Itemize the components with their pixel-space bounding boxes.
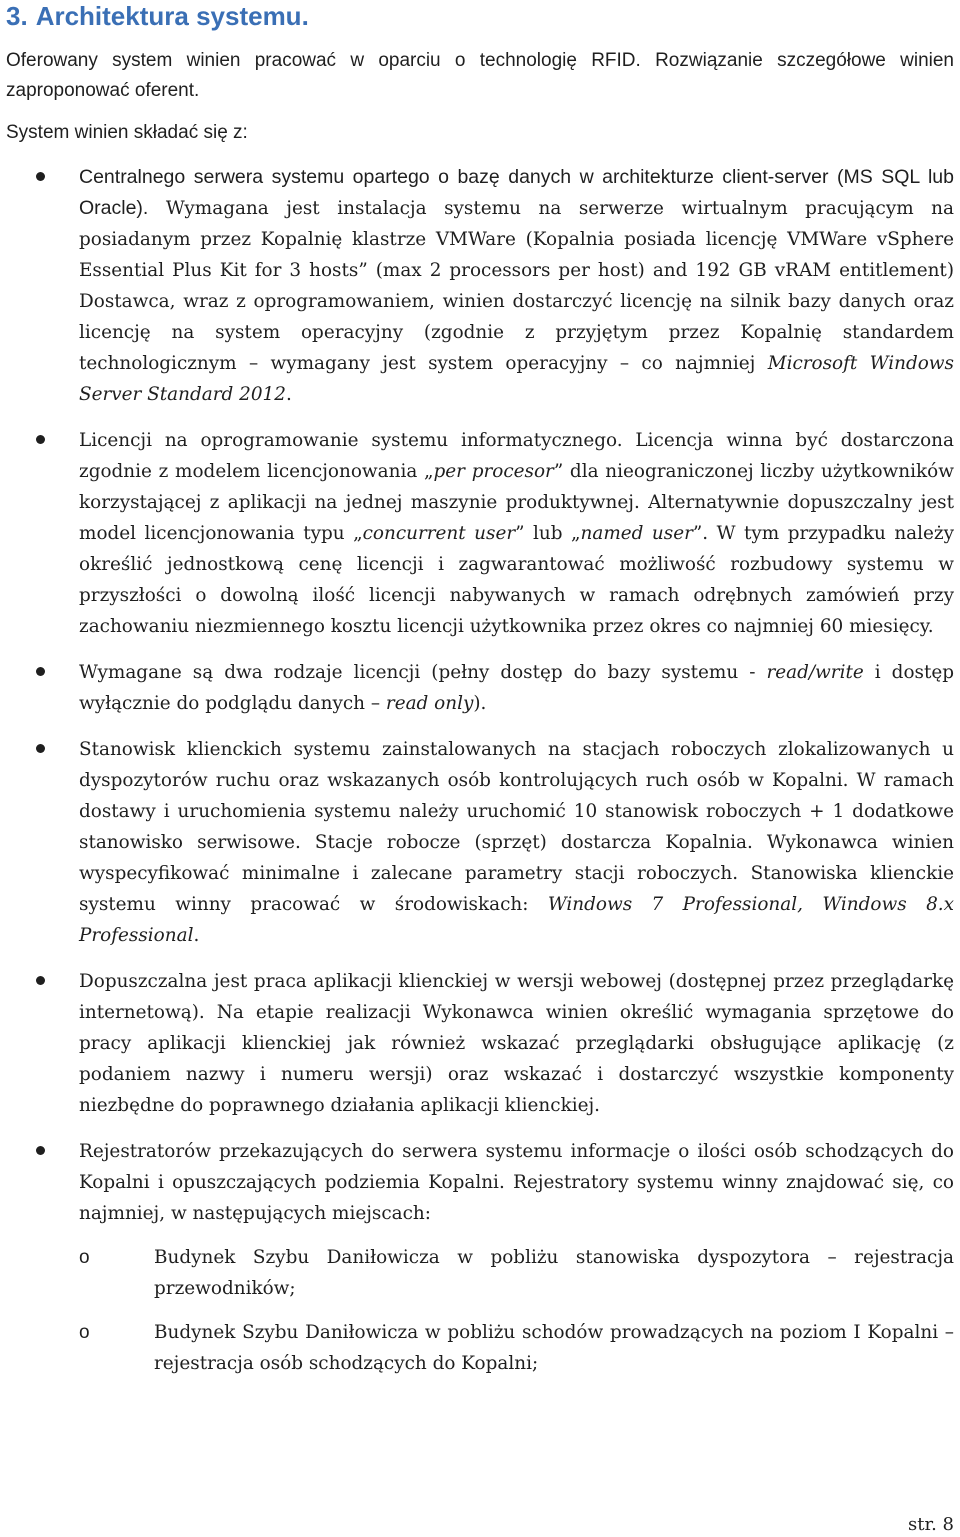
item-text: Stanowisk klienckich systemu zainstalowanych na stacjach roboczych zlokalizowanych u dyspozytorów ruchu oraz wskazanych osób kontrolujących ruch osób w Kopalni. W ramach dostawy i uruchomienia systemu należy uruchomić 10 stanowisk roboczych + 1 dodatkowe stanowisko serwisowe. Stacje robocze (sprzęt) dostarcza Kopalnia. Wykonawca winien wyspecyfikować minimalne i zalecane parametry stacji roboczych. Stanowiska klienckie systemu winny pracować w środowiskach: xyxy=(79,739,954,915)
list-item xyxy=(6,425,954,642)
item-italic: read only xyxy=(385,693,474,714)
sub-list-item xyxy=(79,1242,954,1304)
item-text: Wymagane są dwa rodzaje licencji (pełny dostęp do bazy systemu - xyxy=(79,662,767,683)
item-text: . xyxy=(193,925,200,946)
item-text: Licencji na oprogramowanie systemu informatycznego. Licencja winna być dostarczona zgodnie z modelem licencjonowania „ xyxy=(79,430,954,482)
bullet-icon xyxy=(36,172,45,181)
item-tail: . xyxy=(285,384,292,405)
sub-item-text: Budynek Szybu Daniłowicza w pobliżu schodów prowadzących na poziom I Kopalni – rejestracja osób schodzących do Kopalni; xyxy=(154,1322,954,1374)
sub-bullet-icon: o xyxy=(79,1247,90,1268)
section-title: Architektura systemu. xyxy=(35,1,309,31)
page-number: str. 8 xyxy=(908,1514,954,1535)
section-heading xyxy=(6,0,954,42)
bullet-icon xyxy=(36,435,45,444)
intro-paragraph: Oferowany system winien pracować w oparciu o technologię RFID. Rozwiązanie szczegółowe winien zaproponować oferent. xyxy=(6,50,954,101)
location-sublist xyxy=(79,1242,954,1379)
list-item xyxy=(6,1136,954,1379)
item-text: ” lub „ xyxy=(515,523,581,544)
list-item xyxy=(6,966,954,1121)
sub-bullet-icon: o xyxy=(79,1322,90,1343)
list-item xyxy=(6,657,954,719)
item-body: Wymagana jest instalacja systemu na serwerze wirtualnym pracującym na posiadanym przez Kopalnię klastrze VMWare (Kopalnia posiada licencję VMWare vSphere Essential Plus Kit for 3 hosts” (max 2 processors per host) and 192 GB vRAM entitlement) Dostawca, wraz z oprogramowaniem, winien dostarczyć licencję na silnik bazy danych oraz licencję na system operacyjny (zgodnie z przyjętym przez Kopalnię standardem technologicznym – wymagany jest system operacyjny – co najmniej xyxy=(79,198,954,374)
sub-item-text: Budynek Szybu Daniłowicza w pobliżu stanowiska dyspozytora – rejestracja przewodników; xyxy=(154,1247,954,1299)
item-text: Rejestratorów przekazujących do serwera systemu informacje o ilości osób schodzących do Kopalni i opuszczających podziemia Kopalni. Rejestratory systemu winny znajdować się, co najmniej, w następujących miejscach: xyxy=(79,1141,954,1224)
item-italic: named user xyxy=(580,523,693,544)
intro-lead: System winien składać się z: xyxy=(6,122,248,143)
list-item xyxy=(6,734,954,951)
item-text: Dopuszczalna jest praca aplikacji klienckiej w wersji webowej (dostępnej przez przeglądarkę internetową). Na etapie realizacji Wykonawca winien określić wymagania sprzętowe do pracy aplikacji klienckiej jak również wskazać przeglądarki obsługujące aplikację (z podaniem nazwy i numeru wersji) oraz wskazać i dostarczyć wszystkie komponenty niezbędne do poprawnego działania aplikacji klienckiej. xyxy=(79,971,954,1116)
list-item xyxy=(6,162,954,410)
sub-list-item xyxy=(79,1317,954,1379)
item-text: ”. W tym przypadku należy określić jednostkową cenę licencji i zagwarantować możliwość rozbudowy systemu w przyszłości o dowolną ilość licencji nabywanych w ramach odrębnych zamówień przy zachowaniu niezmiennego kosztu licencji użytkownika przez okres co najmniej 60 miesięcy. xyxy=(79,523,954,637)
item-italic: read/write xyxy=(766,662,864,683)
bullet-icon xyxy=(36,1146,45,1155)
item-text: i dostęp wyłącznie do podglądu danych – xyxy=(79,662,954,714)
bullet-icon xyxy=(36,744,45,753)
bullet-icon xyxy=(36,667,45,676)
item-italic: Microsoft Windows Server Standard 2012 xyxy=(79,353,954,405)
item-italic: Windows 7 Professional, Windows 8.x Professional xyxy=(79,894,954,946)
bullet-icon xyxy=(36,976,45,985)
section-number: 3. xyxy=(6,1,28,31)
item-text: ” dla nieograniczonej liczby użytkowników korzystającej z aplikacji na jednej maszynie produktywnej. Alternatywnie dopuszczalny jest model licencjonowania typu „ xyxy=(79,461,954,544)
item-text: ). xyxy=(473,693,487,714)
item-italic: per procesor xyxy=(433,461,554,482)
item-lead: Centralnego serwera systemu opartego o bazę danych w architekturze client-server (MS SQL lub Oracle). xyxy=(79,166,954,219)
requirements-list xyxy=(6,162,954,1379)
item-italic: concurrent user xyxy=(362,523,516,544)
